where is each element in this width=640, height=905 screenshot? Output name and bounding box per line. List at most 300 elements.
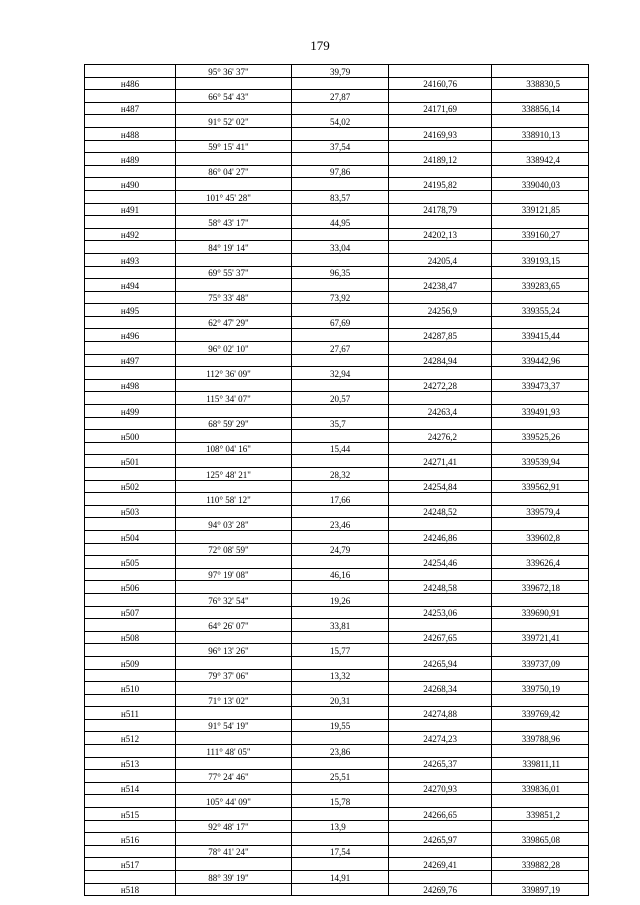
point-row: [85, 606, 589, 619]
direction-angle-cell: [176, 732, 292, 745]
point-name-cell: [85, 165, 176, 178]
y-coordinate-cell: [492, 770, 589, 783]
segment-row: [85, 65, 589, 78]
y-coordinate-cell: 339721,41: [492, 631, 589, 644]
distance-cell: 20,31: [292, 694, 389, 707]
direction-angle-cell: 97° 19' 08": [176, 568, 292, 581]
distance-cell: [292, 329, 389, 342]
segment-row: [85, 568, 589, 581]
direction-angle-cell: 76° 32' 54": [176, 593, 292, 606]
distance-cell: [292, 530, 389, 543]
direction-angle-cell: 72° 08' 59": [176, 543, 292, 556]
point-name-cell: н497: [85, 354, 176, 367]
distance-cell: 24,79: [292, 543, 389, 556]
segment-row: [85, 543, 589, 556]
x-coordinate-cell: 24254,84: [389, 480, 492, 493]
y-coordinate-cell: [492, 694, 589, 707]
y-coordinate-cell: [492, 518, 589, 531]
y-coordinate-cell: 338856,14: [492, 102, 589, 115]
point-name-cell: н512: [85, 732, 176, 745]
direction-angle-cell: [176, 178, 292, 191]
y-coordinate-cell: 339040,03: [492, 178, 589, 191]
direction-angle-cell: 58° 43' 17": [176, 216, 292, 229]
y-coordinate-cell: 338830,5: [492, 77, 589, 90]
point-name-cell: [85, 468, 176, 481]
distance-cell: [292, 656, 389, 669]
x-coordinate-cell: [389, 342, 492, 355]
direction-angle-cell: [176, 707, 292, 720]
x-coordinate-cell: [389, 468, 492, 481]
distance-cell: [292, 505, 389, 518]
y-coordinate-cell: 339690,91: [492, 606, 589, 619]
direction-angle-cell: [176, 228, 292, 241]
x-coordinate-cell: [389, 65, 492, 78]
x-coordinate-cell: 24238,47: [389, 279, 492, 292]
y-coordinate-cell: 339769,42: [492, 707, 589, 720]
point-row: [85, 304, 589, 317]
distance-cell: 17,54: [292, 845, 389, 858]
distance-cell: [292, 556, 389, 569]
y-coordinate-cell: [492, 619, 589, 632]
x-coordinate-cell: [389, 845, 492, 858]
direction-angle-cell: [176, 480, 292, 493]
x-coordinate-cell: [389, 291, 492, 304]
distance-cell: 27,67: [292, 342, 389, 355]
direction-angle-cell: [176, 304, 292, 317]
direction-angle-cell: [176, 203, 292, 216]
y-coordinate-cell: 339562,91: [492, 480, 589, 493]
point-name-cell: н505: [85, 556, 176, 569]
coordinate-table: [84, 64, 589, 896]
x-coordinate-cell: 24276,2: [389, 430, 492, 443]
distance-cell: [292, 682, 389, 695]
x-coordinate-cell: 24266,65: [389, 808, 492, 821]
direction-angle-cell: 115° 34' 07": [176, 392, 292, 405]
y-coordinate-cell: 339415,44: [492, 329, 589, 342]
distance-cell: [292, 732, 389, 745]
distance-cell: 28,32: [292, 468, 389, 481]
point-row: [85, 178, 589, 191]
x-coordinate-cell: 24202,13: [389, 228, 492, 241]
x-coordinate-cell: 24189,12: [389, 153, 492, 166]
x-coordinate-cell: [389, 745, 492, 758]
page-number: 179: [310, 38, 330, 53]
point-row: [85, 203, 589, 216]
direction-angle-cell: [176, 253, 292, 266]
direction-angle-cell: [176, 505, 292, 518]
distance-cell: [292, 153, 389, 166]
point-name-cell: н494: [85, 279, 176, 292]
point-row: [85, 757, 589, 770]
segment-row: [85, 190, 589, 203]
x-coordinate-cell: [389, 140, 492, 153]
point-name-cell: н506: [85, 581, 176, 594]
x-coordinate-cell: 24269,41: [389, 858, 492, 871]
direction-angle-cell: [176, 329, 292, 342]
segment-row: [85, 644, 589, 657]
point-name-cell: н486: [85, 77, 176, 90]
y-coordinate-cell: [492, 342, 589, 355]
direction-angle-cell: 96° 02' 10": [176, 342, 292, 355]
x-coordinate-cell: [389, 543, 492, 556]
point-name-cell: [85, 593, 176, 606]
distance-cell: 96,35: [292, 266, 389, 279]
direction-angle-cell: [176, 77, 292, 90]
distance-cell: [292, 127, 389, 140]
distance-cell: [292, 405, 389, 418]
point-name-cell: [85, 65, 176, 78]
y-coordinate-cell: [492, 795, 589, 808]
point-row: [85, 253, 589, 266]
direction-angle-cell: 91° 52' 02": [176, 115, 292, 128]
direction-angle-cell: [176, 757, 292, 770]
x-coordinate-cell: [389, 316, 492, 329]
direction-angle-cell: [176, 556, 292, 569]
y-coordinate-cell: [492, 392, 589, 405]
y-coordinate-cell: 339491,93: [492, 405, 589, 418]
y-coordinate-cell: 339865,08: [492, 833, 589, 846]
distance-cell: [292, 455, 389, 468]
distance-cell: 14,91: [292, 871, 389, 884]
direction-angle-cell: 94° 03' 28": [176, 518, 292, 531]
y-coordinate-cell: [492, 90, 589, 103]
distance-cell: [292, 858, 389, 871]
y-coordinate-cell: 339473,37: [492, 379, 589, 392]
x-coordinate-cell: [389, 820, 492, 833]
y-coordinate-cell: [492, 140, 589, 153]
x-coordinate-cell: 24169,93: [389, 127, 492, 140]
distance-cell: 67,69: [292, 316, 389, 329]
point-name-cell: н496: [85, 329, 176, 342]
x-coordinate-cell: [389, 115, 492, 128]
direction-angle-cell: [176, 883, 292, 896]
y-coordinate-cell: [492, 442, 589, 455]
point-name-cell: [85, 871, 176, 884]
point-name-cell: [85, 115, 176, 128]
distance-cell: 97,86: [292, 165, 389, 178]
point-name-cell: н495: [85, 304, 176, 317]
distance-cell: 20,57: [292, 392, 389, 405]
x-coordinate-cell: 24268,34: [389, 682, 492, 695]
direction-angle-cell: [176, 656, 292, 669]
distance-cell: 27,87: [292, 90, 389, 103]
distance-cell: 19,26: [292, 593, 389, 606]
direction-angle-cell: [176, 581, 292, 594]
distance-cell: [292, 102, 389, 115]
point-name-cell: н515: [85, 808, 176, 821]
point-row: [85, 833, 589, 846]
distance-cell: [292, 581, 389, 594]
point-name-cell: [85, 795, 176, 808]
point-name-cell: [85, 518, 176, 531]
x-coordinate-cell: [389, 770, 492, 783]
point-name-cell: н513: [85, 757, 176, 770]
distance-cell: 23,46: [292, 518, 389, 531]
point-name-cell: [85, 619, 176, 632]
y-coordinate-cell: [492, 165, 589, 178]
segment-row: [85, 820, 589, 833]
x-coordinate-cell: [389, 795, 492, 808]
point-name-cell: [85, 719, 176, 732]
y-coordinate-cell: [492, 291, 589, 304]
point-name-cell: [85, 392, 176, 405]
y-coordinate-cell: 339160,27: [492, 228, 589, 241]
point-name-cell: [85, 442, 176, 455]
segment-row: [85, 669, 589, 682]
distance-cell: 37,54: [292, 140, 389, 153]
point-name-cell: н508: [85, 631, 176, 644]
distance-cell: 73,92: [292, 291, 389, 304]
x-coordinate-cell: [389, 367, 492, 380]
direction-angle-cell: [176, 102, 292, 115]
distance-cell: [292, 430, 389, 443]
coordinate-table-body: [85, 65, 589, 896]
y-coordinate-cell: [492, 871, 589, 884]
segment-row: [85, 140, 589, 153]
y-coordinate-cell: 339811,11: [492, 757, 589, 770]
direction-angle-cell: 68° 59' 29": [176, 417, 292, 430]
point-name-cell: [85, 543, 176, 556]
y-coordinate-cell: 339442,96: [492, 354, 589, 367]
y-coordinate-cell: 339602,8: [492, 530, 589, 543]
point-name-cell: н510: [85, 682, 176, 695]
direction-angle-cell: 71° 13' 02": [176, 694, 292, 707]
distance-cell: 44,95: [292, 216, 389, 229]
distance-cell: 15,78: [292, 795, 389, 808]
direction-angle-cell: 88° 39' 19": [176, 871, 292, 884]
x-coordinate-cell: [389, 619, 492, 632]
point-row: [85, 430, 589, 443]
point-name-cell: [85, 241, 176, 254]
direction-angle-cell: 86° 04' 27": [176, 165, 292, 178]
x-coordinate-cell: [389, 417, 492, 430]
point-row: [85, 127, 589, 140]
point-row: [85, 556, 589, 569]
x-coordinate-cell: 24274,23: [389, 732, 492, 745]
direction-angle-cell: 64° 26' 07": [176, 619, 292, 632]
y-coordinate-cell: [492, 468, 589, 481]
x-coordinate-cell: [389, 568, 492, 581]
x-coordinate-cell: [389, 216, 492, 229]
x-coordinate-cell: 24263,4: [389, 405, 492, 418]
point-name-cell: н518: [85, 883, 176, 896]
point-name-cell: н504: [85, 530, 176, 543]
segment-row: [85, 770, 589, 783]
y-coordinate-cell: [492, 719, 589, 732]
segment-row: [85, 316, 589, 329]
direction-angle-cell: [176, 405, 292, 418]
x-coordinate-cell: 24171,69: [389, 102, 492, 115]
point-name-cell: [85, 316, 176, 329]
distance-cell: [292, 707, 389, 720]
distance-cell: 54,02: [292, 115, 389, 128]
x-coordinate-cell: [389, 493, 492, 506]
y-coordinate-cell: 339672,18: [492, 581, 589, 594]
x-coordinate-cell: 24205,4: [389, 253, 492, 266]
segment-row: [85, 719, 589, 732]
x-coordinate-cell: 24269,76: [389, 883, 492, 896]
point-row: [85, 682, 589, 695]
x-coordinate-cell: [389, 165, 492, 178]
x-coordinate-cell: [389, 392, 492, 405]
point-name-cell: н507: [85, 606, 176, 619]
point-row: [85, 858, 589, 871]
distance-cell: 17,66: [292, 493, 389, 506]
y-coordinate-cell: 338942,4: [492, 153, 589, 166]
y-coordinate-cell: [492, 845, 589, 858]
direction-angle-cell: 112° 36' 09": [176, 367, 292, 380]
direction-angle-cell: 69° 55' 37": [176, 266, 292, 279]
y-coordinate-cell: 339882,28: [492, 858, 589, 871]
direction-angle-cell: [176, 631, 292, 644]
distance-cell: 33,04: [292, 241, 389, 254]
point-row: [85, 505, 589, 518]
direction-angle-cell: 59° 15' 41": [176, 140, 292, 153]
point-row: [85, 354, 589, 367]
direction-angle-cell: 125° 48' 21": [176, 468, 292, 481]
y-coordinate-cell: 339788,96: [492, 732, 589, 745]
y-coordinate-cell: 339193,15: [492, 253, 589, 266]
point-name-cell: [85, 367, 176, 380]
y-coordinate-cell: 339525,26: [492, 430, 589, 443]
distance-cell: [292, 77, 389, 90]
y-coordinate-cell: 339626,4: [492, 556, 589, 569]
point-row: [85, 631, 589, 644]
distance-cell: 19,55: [292, 719, 389, 732]
y-coordinate-cell: [492, 669, 589, 682]
point-row: [85, 405, 589, 418]
direction-angle-cell: [176, 833, 292, 846]
distance-cell: [292, 178, 389, 191]
segment-row: [85, 593, 589, 606]
segment-row: [85, 342, 589, 355]
direction-angle-cell: [176, 379, 292, 392]
distance-cell: 35,7: [292, 417, 389, 430]
point-name-cell: [85, 644, 176, 657]
x-coordinate-cell: 24271,41: [389, 455, 492, 468]
x-coordinate-cell: 24265,94: [389, 656, 492, 669]
y-coordinate-cell: 339121,85: [492, 203, 589, 216]
distance-cell: [292, 203, 389, 216]
direction-angle-cell: [176, 530, 292, 543]
point-name-cell: н489: [85, 153, 176, 166]
segment-row: [85, 493, 589, 506]
x-coordinate-cell: 24270,93: [389, 782, 492, 795]
y-coordinate-cell: [492, 543, 589, 556]
y-coordinate-cell: 339750,19: [492, 682, 589, 695]
distance-cell: 33,81: [292, 619, 389, 632]
distance-cell: [292, 379, 389, 392]
direction-angle-cell: 101° 45' 28": [176, 190, 292, 203]
direction-angle-cell: 62° 47' 29": [176, 316, 292, 329]
distance-cell: [292, 354, 389, 367]
segment-row: [85, 266, 589, 279]
y-coordinate-cell: [492, 65, 589, 78]
point-name-cell: н488: [85, 127, 176, 140]
direction-angle-cell: 91° 54' 19": [176, 719, 292, 732]
point-name-cell: [85, 140, 176, 153]
segment-row: [85, 871, 589, 884]
segment-row: [85, 90, 589, 103]
y-coordinate-cell: [492, 266, 589, 279]
y-coordinate-cell: 339836,01: [492, 782, 589, 795]
direction-angle-cell: [176, 279, 292, 292]
point-row: [85, 808, 589, 821]
x-coordinate-cell: 24254,46: [389, 556, 492, 569]
direction-angle-cell: 84° 19' 14": [176, 241, 292, 254]
y-coordinate-cell: [492, 493, 589, 506]
x-coordinate-cell: 24284,94: [389, 354, 492, 367]
point-name-cell: н492: [85, 228, 176, 241]
distance-cell: 25,51: [292, 770, 389, 783]
y-coordinate-cell: 338910,13: [492, 127, 589, 140]
distance-cell: [292, 782, 389, 795]
point-name-cell: [85, 190, 176, 203]
y-coordinate-cell: [492, 115, 589, 128]
segment-row: [85, 845, 589, 858]
point-name-cell: [85, 216, 176, 229]
point-name-cell: [85, 266, 176, 279]
segment-row: [85, 367, 589, 380]
y-coordinate-cell: 339897,19: [492, 883, 589, 896]
point-name-cell: [85, 90, 176, 103]
segment-row: [85, 518, 589, 531]
point-name-cell: н503: [85, 505, 176, 518]
point-row: [85, 883, 589, 896]
direction-angle-cell: [176, 354, 292, 367]
segment-row: [85, 417, 589, 430]
distance-cell: [292, 833, 389, 846]
x-coordinate-cell: 24274,88: [389, 707, 492, 720]
distance-cell: [292, 253, 389, 266]
x-coordinate-cell: [389, 241, 492, 254]
direction-angle-cell: [176, 606, 292, 619]
x-coordinate-cell: 24272,28: [389, 379, 492, 392]
point-name-cell: н487: [85, 102, 176, 115]
x-coordinate-cell: 24160,76: [389, 77, 492, 90]
direction-angle-cell: [176, 455, 292, 468]
distance-cell: 83,57: [292, 190, 389, 203]
x-coordinate-cell: [389, 266, 492, 279]
point-name-cell: [85, 493, 176, 506]
point-name-cell: н516: [85, 833, 176, 846]
y-coordinate-cell: 339355,24: [492, 304, 589, 317]
point-row: [85, 732, 589, 745]
segment-row: [85, 291, 589, 304]
y-coordinate-cell: [492, 367, 589, 380]
point-name-cell: н514: [85, 782, 176, 795]
direction-angle-cell: 75° 33' 48": [176, 291, 292, 304]
point-row: [85, 153, 589, 166]
distance-cell: 32,94: [292, 367, 389, 380]
y-coordinate-cell: [492, 417, 589, 430]
direction-angle-cell: 66° 54' 43": [176, 90, 292, 103]
point-name-cell: н498: [85, 379, 176, 392]
distance-cell: [292, 228, 389, 241]
x-coordinate-cell: 24178,79: [389, 203, 492, 216]
segment-row: [85, 241, 589, 254]
y-coordinate-cell: 339851,2: [492, 808, 589, 821]
distance-cell: [292, 480, 389, 493]
direction-angle-cell: 78° 41' 24": [176, 845, 292, 858]
distance-cell: [292, 883, 389, 896]
direction-angle-cell: 108° 04' 16": [176, 442, 292, 455]
direction-angle-cell: 95° 36' 37": [176, 65, 292, 78]
point-name-cell: н501: [85, 455, 176, 468]
x-coordinate-cell: 24265,37: [389, 757, 492, 770]
point-name-cell: н509: [85, 656, 176, 669]
segment-row: [85, 216, 589, 229]
